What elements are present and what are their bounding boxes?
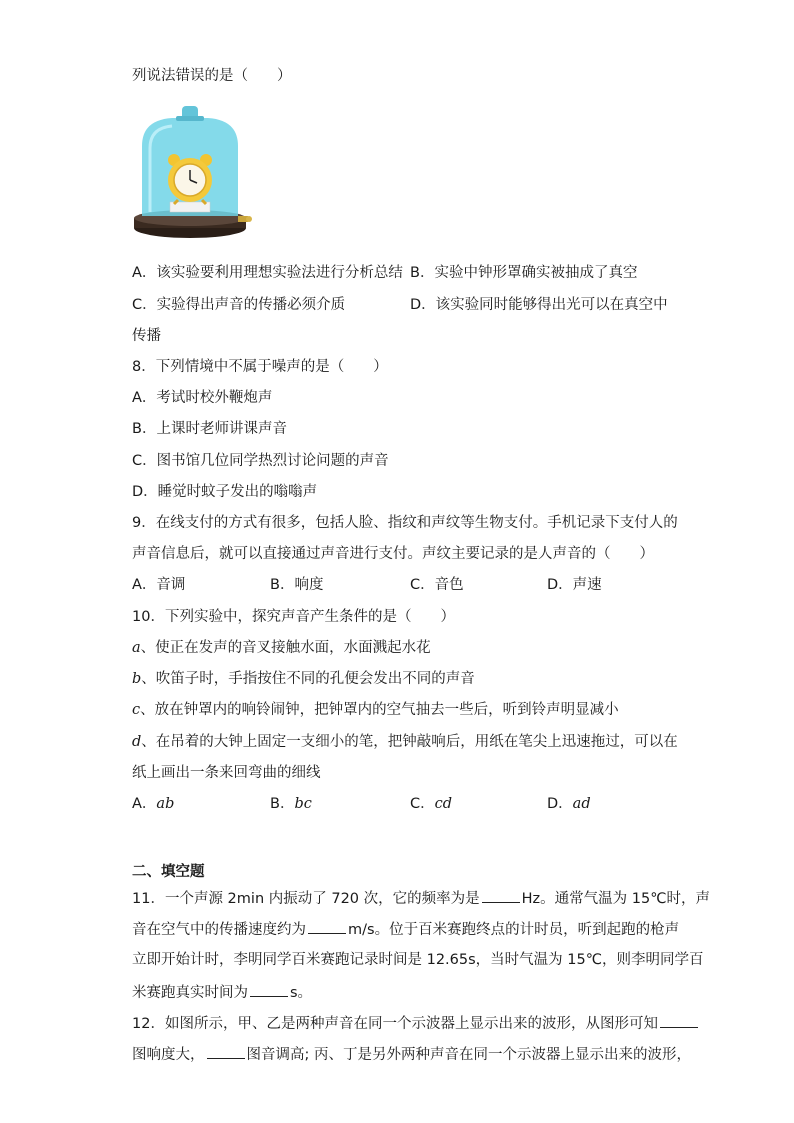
q10-stem: 10．下列实验中，探究声音产生条件的是（ ） [132,609,455,625]
q10-item-d-letter: d [132,734,142,750]
q10-item-c-letter: c [132,702,141,718]
q9-option-a[interactable]: A．音调 [132,577,186,593]
q7-option-d-cont: 传播 [132,328,161,344]
q10-item-a-text: 、使正在发声的音叉接触水面，水面溅起水花 [140,640,431,656]
q10-option-d[interactable] [547,794,591,814]
q7-stem: 列说法错误的是（ ） [132,68,292,84]
q10-item-b [132,669,475,689]
q8-option-c[interactable]: C．图书馆几位同学热烈讨论问题的声音 [132,453,389,469]
q9-stem-line1: 9．在线支付的方式有很多，包括人脸、指纹和声纹等生物支付。手机记录下支付人的 [132,515,678,531]
q9-option-c[interactable]: C．音色 [410,577,464,593]
q10-option-c-value: cd [434,796,453,812]
q7-option-b[interactable]: B．实验中钟形罩确实被抽成了真空 [410,265,638,281]
q10-option-a[interactable] [132,794,174,814]
q7-option-a[interactable]: A．该实验要利用理想实验法进行分析总结 [132,265,403,281]
q10-item-a [132,638,431,658]
q7-option-d[interactable]: D．该实验同时能够得出光可以在真空中 [410,297,668,313]
q10-item-a-letter: a [132,640,141,656]
q9-option-d[interactable]: D．声速 [547,577,602,593]
q11-line2 [132,919,679,940]
q11-blank-frequency[interactable] [482,888,520,903]
q11-line4 [132,982,312,1003]
q11-line1 [132,888,710,909]
q12-line2-b: 图音调高; 丙、丁是另外两种声音在同一个示波器上显示出来的波形， [246,1047,691,1063]
q11-line1-b: Hz。通常气温为 15℃时，声 [521,891,710,907]
q11-line2-a: 音在空气中的传播速度约为 [132,922,306,938]
q8-option-d[interactable]: D．睡觉时蚊子发出的嗡嗡声 [132,484,318,500]
q10-item-d-cont: 纸上画出一条来回弯曲的细线 [132,765,321,781]
q10-option-d-label: D． [547,796,573,812]
q11-blank-time[interactable] [250,982,288,997]
q12-line2-a: 图响度大， [132,1047,205,1063]
q10-item-b-text: 、吹笛子时，手指按住不同的孔便会发出不同的声音 [141,671,475,687]
q12-blank-loudness[interactable] [660,1013,698,1028]
q7-option-c[interactable]: C．实验得出声音的传播必须介质 [132,297,346,313]
q10-option-a-value: ab [156,796,175,812]
q11-line4-a: 米赛跑真实时间为 [132,985,248,1001]
q10-item-c [132,700,619,720]
q10-option-b-value: bc [294,796,312,812]
section-heading-fill-blank: 二、填空题 [132,864,205,880]
q12-blank-pitch[interactable] [207,1044,245,1059]
q11-line1-a: 11．一个声源 2min 内振动了 720 次，它的频率为是 [132,891,480,907]
q10-option-a-label: A． [132,796,157,812]
q8-option-a[interactable]: A．考试时校外鞭炮声 [132,390,273,406]
q10-option-c-label: C． [410,796,435,812]
q8-stem: 8．下列情境中不属于噪声的是（ ） [132,359,388,375]
q11-line4-b: s。 [290,985,313,1001]
q10-option-b-label: B． [270,796,295,812]
q9-option-b[interactable]: B．响度 [270,577,324,593]
q10-option-d-value: ad [572,796,591,812]
q10-item-d [132,732,678,752]
q9-stem-line2: 声音信息后，就可以直接通过声音进行支付。声纹主要记录的是人声音的（ ） [132,546,654,562]
q10-item-b-letter: b [132,671,142,687]
q12-line1-text: 12．如图所示，甲、乙是两种声音在同一个示波器上显示出来的波形，从图形可知 [132,1016,658,1032]
q8-option-b[interactable]: B．上课时老师讲课声音 [132,421,287,437]
q10-option-c[interactable] [410,794,452,814]
q10-item-c-text: 、放在钟罩内的响铃闹钟，把钟罩内的空气抽去一些后，听到铃声明显减小 [140,702,619,718]
q11-line3: 立即开始计时，李明同学百米赛跑记录时间是 12.65s，当时气温为 15℃，则李明同学百 [132,952,704,968]
q12-line1 [132,1013,700,1034]
q12-line2 [132,1044,691,1065]
q11-line2-b: m/s。位于百米赛跑终点的计时员，听到起跑的枪声 [348,922,680,938]
bell-jar-alarm-clock-illustration-icon [132,104,252,244]
q10-option-b[interactable] [270,794,312,814]
q10-item-d-text: 、在吊着的大钟上固定一支细小的笔，把钟敲响后，用纸在笔尖上迅速拖过，可以在 [141,734,678,750]
q11-blank-speed[interactable] [308,919,346,934]
